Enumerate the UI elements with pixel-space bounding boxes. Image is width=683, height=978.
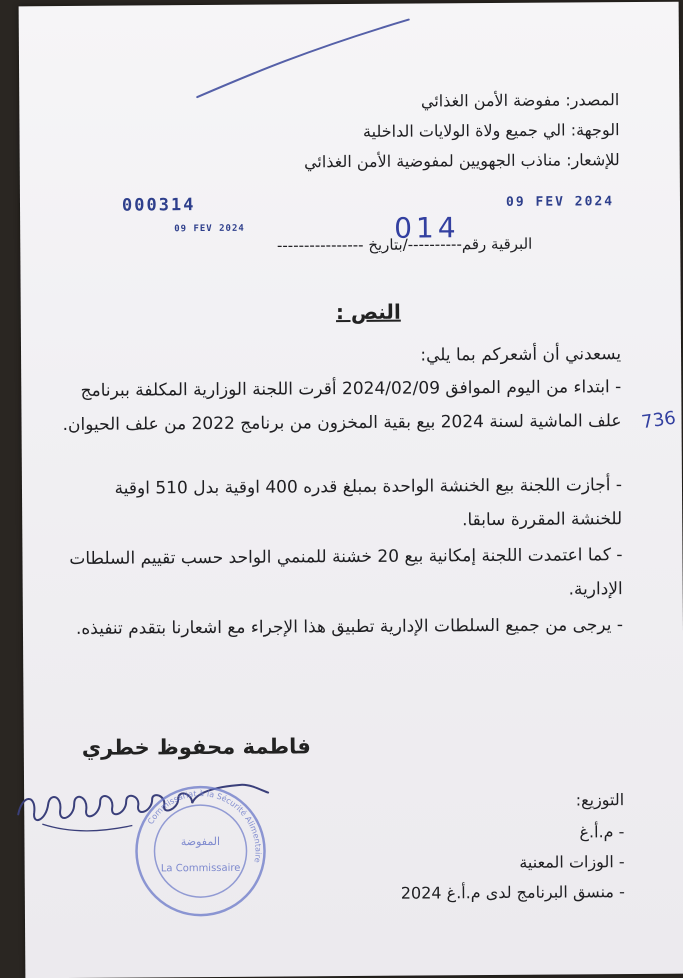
margin-note: 736 xyxy=(640,407,678,434)
distribution-label: التوزيع: xyxy=(575,790,625,810)
intro-line: يسعدني أن أشعركم بما يلي: xyxy=(420,344,622,366)
signatory-name: فاطمة محفوظ خطري xyxy=(81,734,311,760)
paragraph-1: - ابتداء من اليوم الموافق 2024/02/09 أقرت اللجنة الوزارية المكلفة ببرنامج علف الماشية لسنة 2024 بيع بقية المخزون من برنامج 2022 من علف الحيوان. xyxy=(62,377,622,436)
seal-top-text: المفوضة xyxy=(180,834,221,849)
distribution-item: - الوزات المعنية xyxy=(519,852,625,872)
document-page xyxy=(19,2,683,978)
pen-stroke xyxy=(189,14,420,106)
serial-stamp: 000314 xyxy=(121,195,196,216)
recipient-line: الوجهة: الي جميع ولاة الولايات الداخلية xyxy=(362,120,620,141)
seal-middle-text: La Commissaire xyxy=(160,862,241,875)
paragraph-4: - يرجى من جميع السلطات الإدارية تطبيق هذا الإجراء مع اشعارنا بتقدم تنفيذه. xyxy=(75,615,624,639)
distribution-item: - منسق البرنامج لدى م.أ.غ 2024 xyxy=(400,882,625,903)
official-seal xyxy=(132,783,269,924)
paragraph-2: - أجازت اللجنة بيع الخنشة الواحدة بمبلغ قدره 400 اوقية بدل 510 اوقية للخنشة المقررة سابقا. xyxy=(114,475,623,531)
seal-ring-text: Commissariat à la Sécurité Alimentaire xyxy=(146,789,263,864)
notify-line: للإشعار: مناذب الجهويين لمفوضية الأمن الغذائي xyxy=(303,150,620,172)
date-stamp-small: 09 FEV 2024 xyxy=(174,223,245,235)
text-title: النص : xyxy=(335,299,401,325)
reference-line: البرقية رقم----------/بتاريخ ---------------- xyxy=(276,234,533,255)
date-stamp: 09 FEV 2024 xyxy=(505,194,615,210)
source-line: المصدر: مفوضة الأمن الغذائي xyxy=(420,90,620,111)
handwritten-number: 014 xyxy=(394,211,460,245)
distribution-item: - م.أ.غ xyxy=(579,822,625,842)
paragraph-3: - كما اعتمدت اللجنة إمكانية بيع 20 خشنة للمنمي الواحد حسب تقييم السلطات الإدارية. xyxy=(69,545,623,600)
